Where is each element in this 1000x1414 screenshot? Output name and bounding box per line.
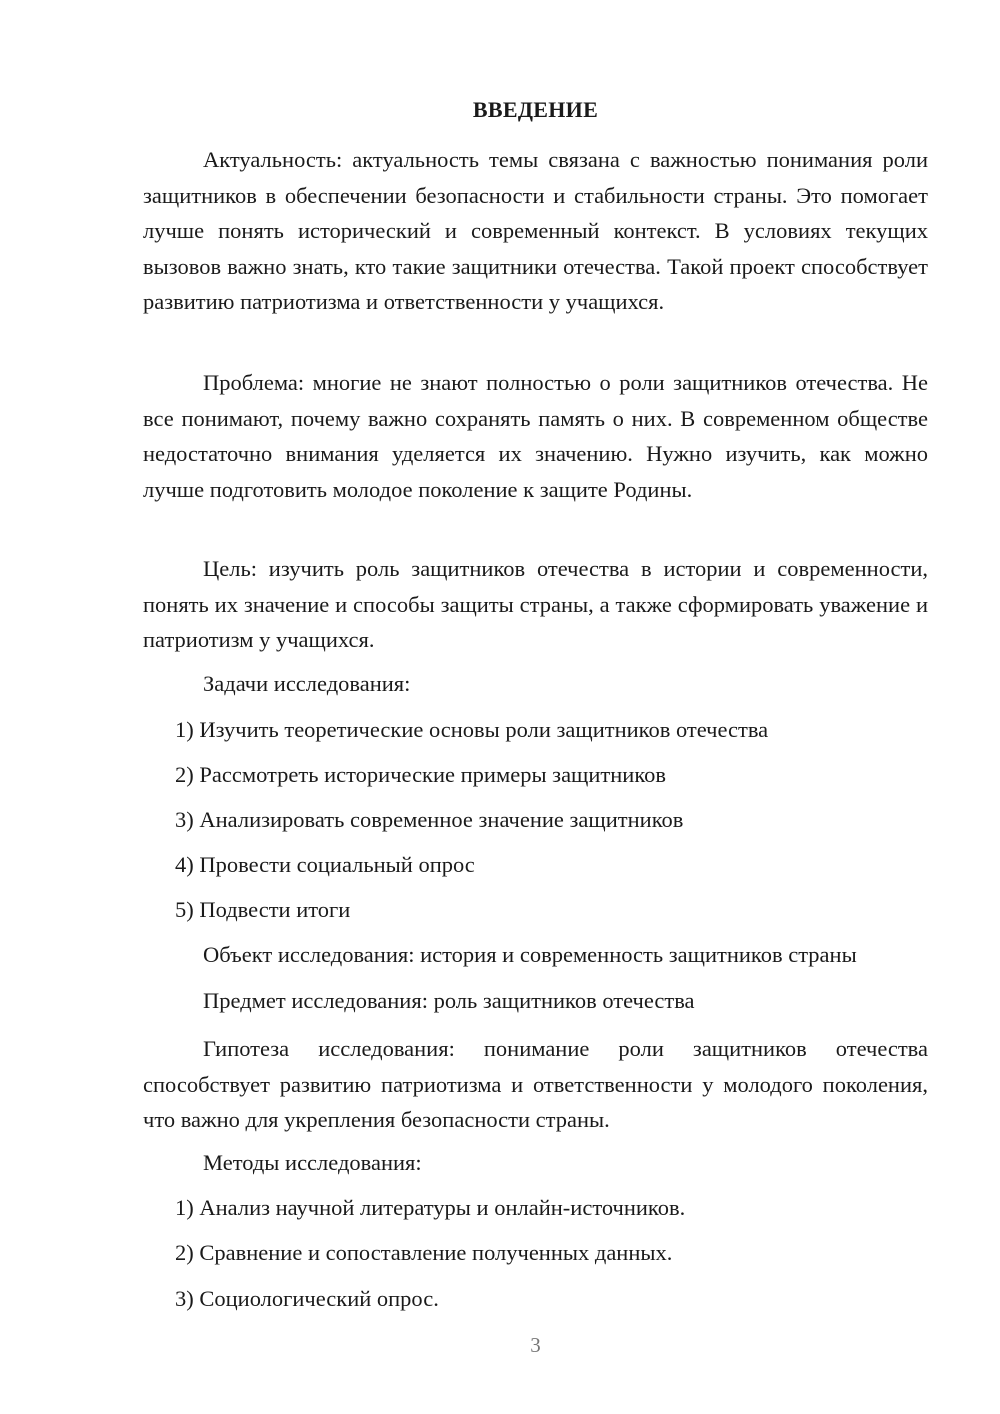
task-item: 5) Подвести итоги (175, 897, 351, 922)
task-item: 1) Изучить теоретические основы роли защитников отечества (175, 717, 769, 742)
task-item: 2) Рассмотреть исторические примеры защитников (175, 762, 667, 787)
page-number: 3 (530, 1333, 541, 1357)
object-line: Объект исследования: история и современность защитников страны (203, 942, 857, 967)
subject-line: Предмет исследования: роль защитников отечества (203, 988, 695, 1013)
method-item: 1) Анализ научной литературы и онлайн-источников. (175, 1195, 686, 1220)
methods-heading: Методы исследования: (203, 1150, 422, 1175)
problem-paragraph: Проблема: многие не знают полностью о роли защитников отечества. Не все понимают, почему важно сохранять память о них. В современном обществе недостаточно внимания уделяется их значению. Нужно изучить, как можно лучше подготовить молодое поколение к защите Родины. (143, 370, 928, 502)
goal-paragraph: Цель: изучить роль защитников отечества в истории и современности, понять их значение и способы защиты страны, а также сформировать уважение и патриотизм у учащихся. (143, 556, 928, 652)
relevance-paragraph: Актуальность: актуальность темы связана с важностью понимания роли защитников в обеспечении безопасности и стабильности страны. Это помогает лучше понять исторический и современный контекст. В условиях текущих вызовов важно знать, кто такие защитники отечества. Такой проект способствует развитию патриотизма и ответственности у учащихся. (143, 147, 928, 314)
section-title: ВВЕДЕНИЕ (472, 97, 599, 122)
task-item: 3) Анализировать современное значение защитников (175, 807, 684, 832)
tasks-heading: Задачи исследования: (203, 671, 411, 696)
method-item: 2) Сравнение и сопоставление полученных данных. (175, 1240, 673, 1265)
task-item: 4) Провести социальный опрос (175, 852, 475, 877)
hypothesis-paragraph: Гипотеза исследования: понимание роли защитников отечества способствует развитию патриотизма и ответственности у молодого поколения, что важно для укрепления безопасности страны. (143, 1036, 928, 1132)
method-item: 3) Социологический опрос. (175, 1286, 439, 1311)
